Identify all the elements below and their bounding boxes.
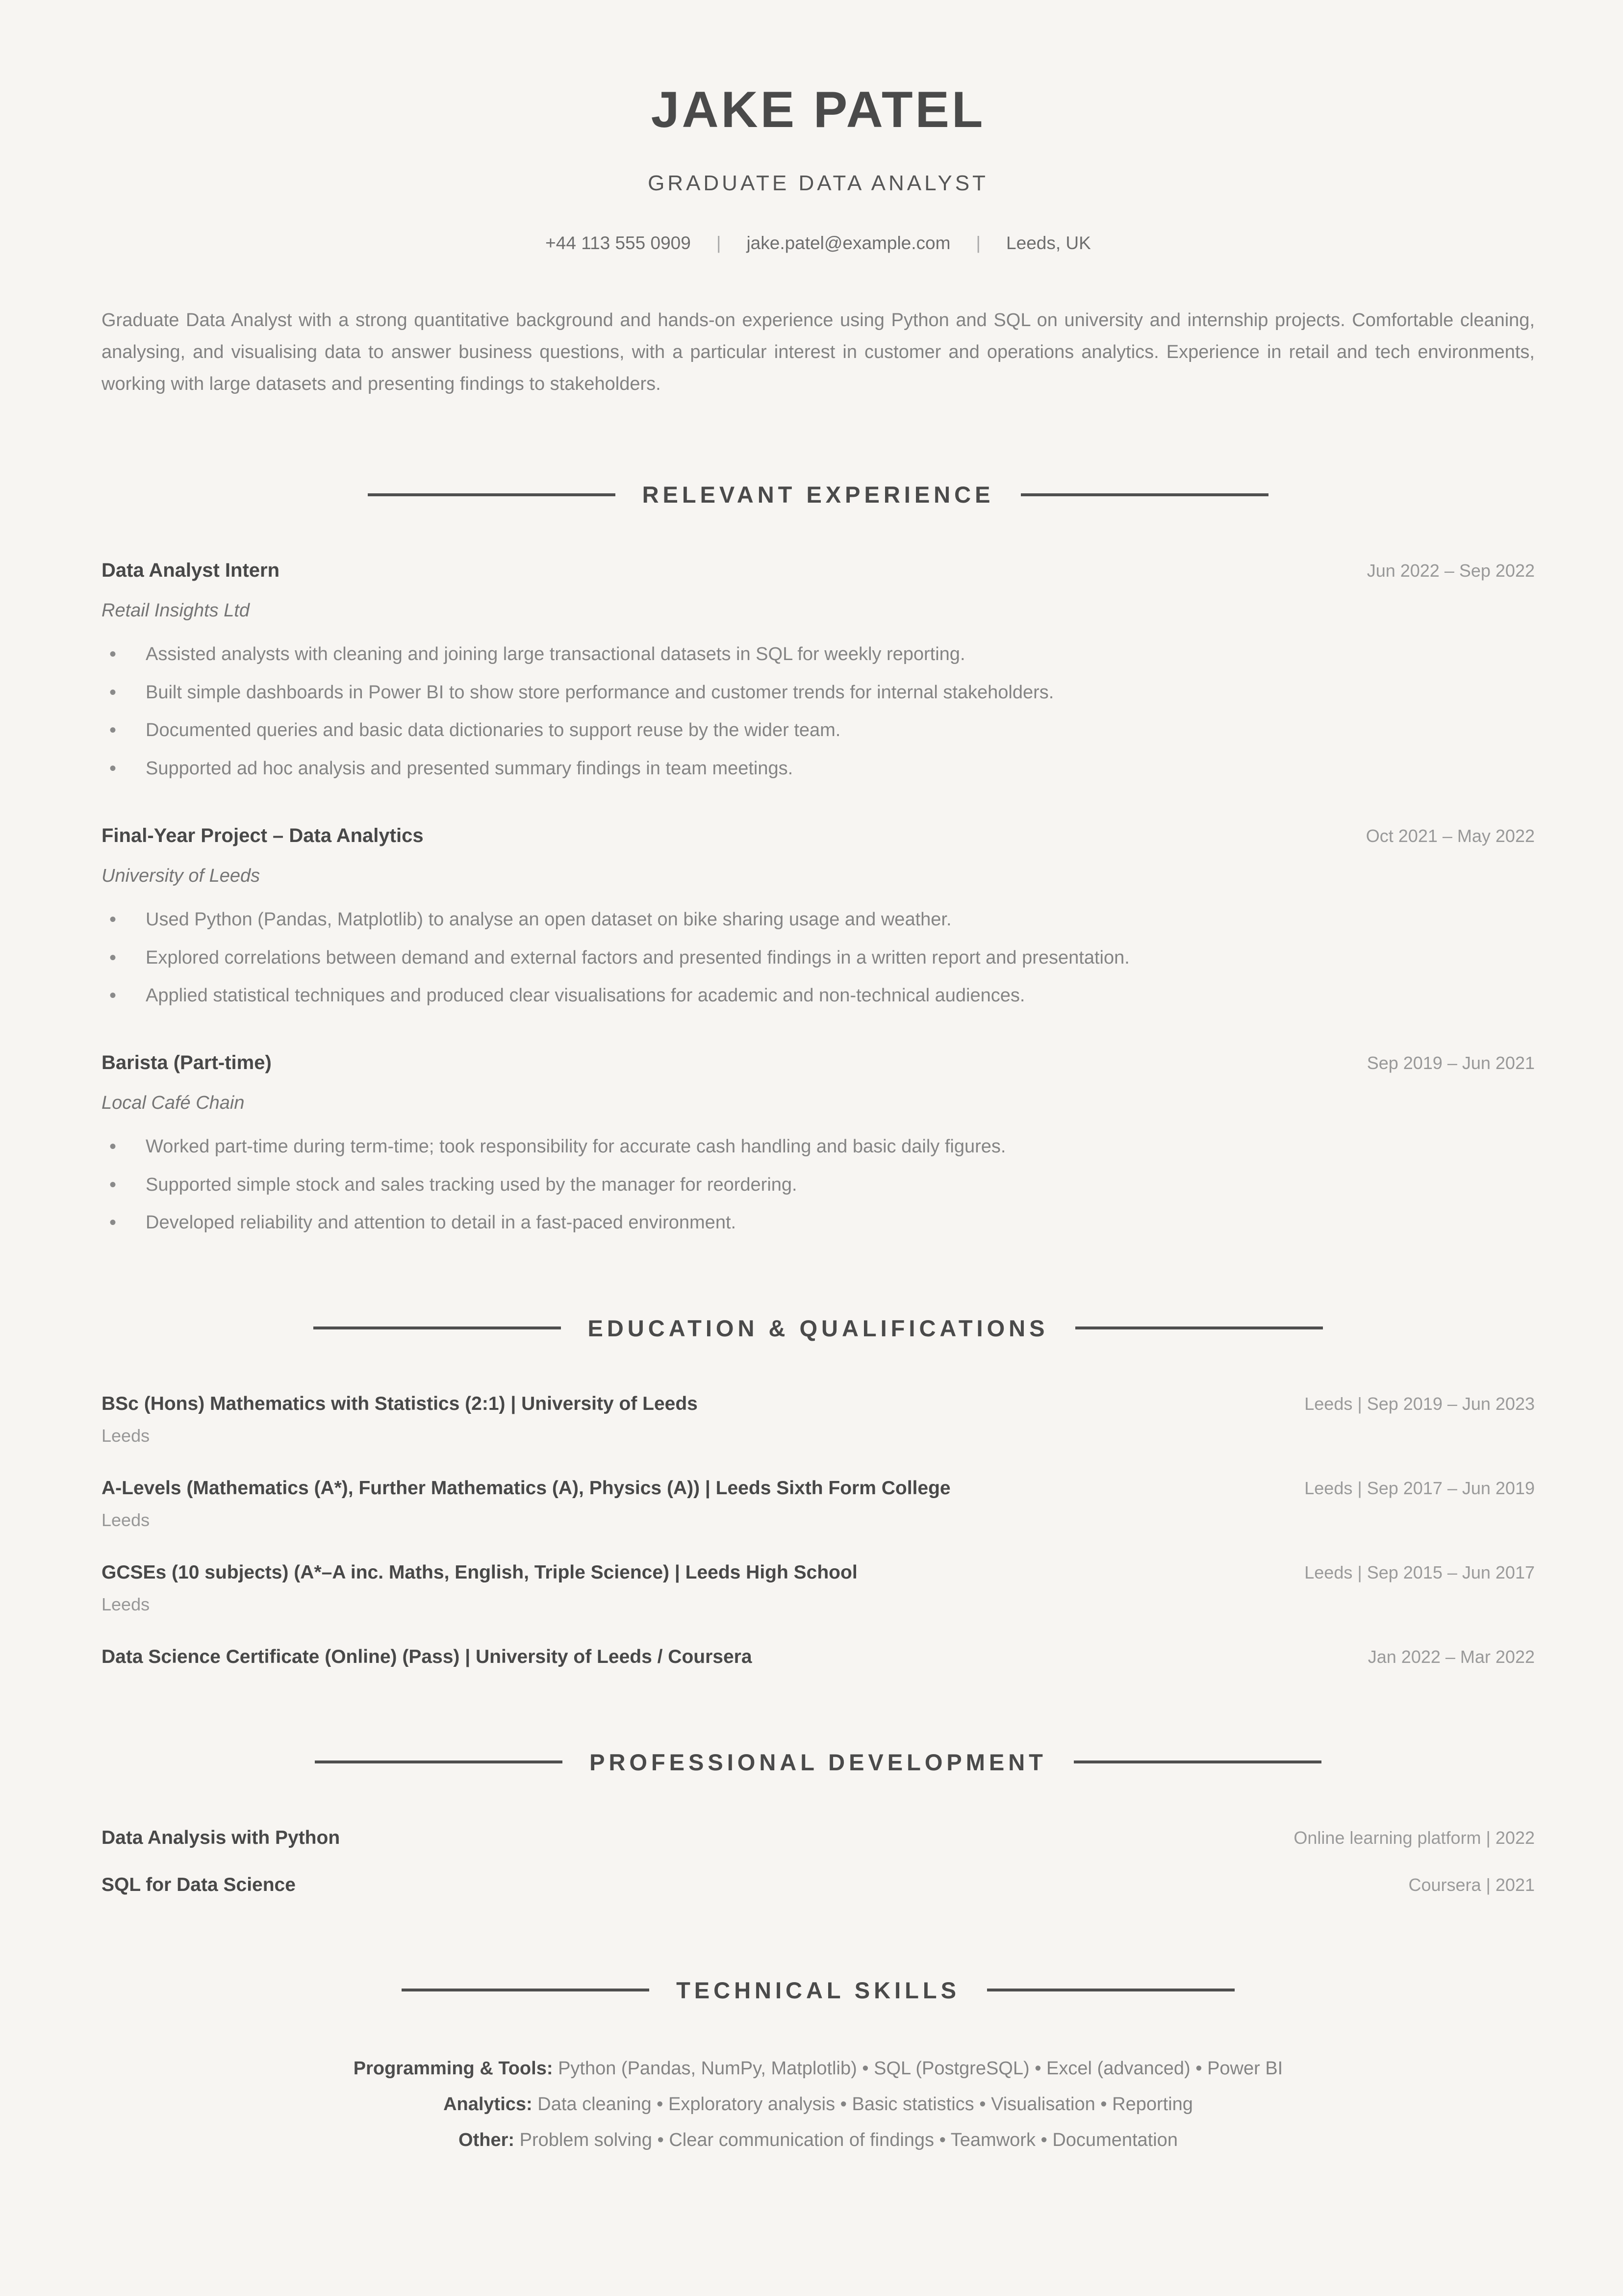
education-title: BSc (Hons) Mathematics with Statistics (2:1) | University of Leeds [101,1393,698,1414]
contact-line [101,233,1535,254]
job-entry [101,560,1535,780]
candidate-title: GRADUATE DATA ANALYST [648,171,989,196]
job-company: Retail Insights Ltd [101,600,250,621]
education-title: A-Levels (Mathematics (A*), Further Mathematics (A), Physics (A)) | Leeds Sixth Form College [101,1477,951,1499]
skills-values: Data cleaning • Exploratory analysis • Basic statistics • Visualisation • Reporting [537,2094,1193,2115]
education-entry-header [101,1478,1535,1499]
job-entry [101,1052,1535,1234]
job-title: Data Analyst Intern [101,560,280,582]
education-entry-header [101,1393,1535,1415]
job-entry [101,825,1535,1007]
job-title: Final-Year Project – Data Analytics [101,824,424,846]
job-company: Local Café Chain [101,1092,245,1113]
development-entry [101,1827,1535,1849]
bullet-item: • Developed reliability and attention to detail in a fast-paced environment. [101,1212,1535,1234]
skills-values: Problem solving • Clear communication of findings • Teamwork • Documentation [519,2130,1178,2151]
section-title-experience: RELEVANT EXPERIENCE [642,482,994,508]
summary-paragraph: Graduate Data Analyst with a strong quantitative background and hands-on experience using Python and SQL on university and internship projects. Comfortable cleaning, analysing, and visualising data to answer business questions, with a particular interest in customer and operations analytics. Experience in retail and tech environments, working with large datasets and presenting findings to stakeholders. [101,310,1535,395]
section-heading-professional-development [101,1749,1535,1776]
education-location: Leeds [101,1594,150,1614]
contact-divider: | [716,233,721,254]
job-dates: Oct 2021 – May 2022 [1366,825,1535,846]
education-entry [101,1478,1535,1531]
skills-category-label: Analytics: [443,2094,533,2115]
skills-line [101,2055,1535,2082]
development-entry [101,1874,1535,1896]
section-divider-line [1075,1327,1323,1329]
bullet-item: • Assisted analysts with cleaning and joining large transactional datasets in SQL for weekly reporting. [101,644,1535,665]
education-location: Leeds [101,1509,150,1530]
bullet-item: • Documented queries and basic data dictionaries to support reuse by the wider team. [101,720,1535,741]
job-dates: Jun 2022 – Sep 2022 [1367,561,1535,581]
education-dates: Leeds | Sep 2017 – Jun 2019 [1304,1478,1535,1498]
skills-category-label: Programming & Tools: [353,2058,553,2079]
section-title-professional-development: PROFESSIONAL DEVELOPMENT [589,1749,1047,1775]
section-heading-education [101,1315,1535,1342]
bullet-item: • Used Python (Pandas, Matplotlib) to analyse an open dataset on bike sharing usage and weather. [101,909,1535,931]
education-dates: Leeds | Sep 2019 – Jun 2023 [1304,1393,1535,1414]
education-entry-header [101,1646,1535,1668]
bullet-item: • Explored correlations between demand and external factors and presented findings in a written report and presentation. [101,947,1535,969]
development-title: SQL for Data Science [101,1874,296,1895]
education-dates: Jan 2022 – Mar 2022 [1368,1646,1535,1667]
job-company: University of Leeds [101,865,260,886]
education-entry [101,1393,1535,1446]
skills-values: Python (Pandas, NumPy, Matplotlib) • SQL (PostgreSQL) • Excel (advanced) • Power BI [558,2058,1283,2079]
contact-divider: | [976,233,981,254]
job-header [101,560,1535,582]
bullet-list [101,909,1535,1007]
section-heading-experience [101,481,1535,508]
bullet-item: • Applied statistical techniques and produced clear visualisations for academic and non-technical audiences. [101,985,1535,1007]
section-title-education: EDUCATION & QUALIFICATIONS [587,1315,1049,1341]
section-divider-line [987,1989,1235,1991]
bullet-item: • Built simple dashboards in Power BI to show store performance and customer trends for internal stakeholders. [101,682,1535,704]
job-header [101,1052,1535,1074]
bullet-list [101,1136,1535,1234]
education-title: Data Science Certificate (Online) (Pass) | University of Leeds / Coursera [101,1646,752,1667]
education-title: GCSEs (10 subjects) (A*–A inc. Maths, English, Triple Science) | Leeds High School [101,1561,858,1583]
education-dates: Leeds | Sep 2015 – Jun 2017 [1304,1562,1535,1582]
skills-line [101,2127,1535,2154]
bullet-item: • Supported ad hoc analysis and presented summary findings in team meetings. [101,758,1535,780]
skills-line [101,2091,1535,2118]
section-divider-line [402,1989,649,1991]
education-location: Leeds [101,1425,150,1446]
development-detail: Coursera | 2021 [1408,1874,1535,1895]
section-divider-line [1021,493,1268,496]
contact-location: Leeds, UK [1006,233,1091,254]
section-divider-line [368,493,615,496]
candidate-name: JAKE PATEL [651,81,986,138]
contact-phone: +44 113 555 0909 [545,233,691,254]
section-heading-skills [101,1977,1535,2004]
job-header [101,825,1535,847]
development-detail: Online learning platform | 2022 [1293,1827,1535,1848]
bullet-item: • Supported simple stock and sales tracking used by the manager for reordering. [101,1174,1535,1196]
contact-email: jake.patel@example.com [746,233,951,254]
bullet-item: • Worked part-time during term-time; took responsibility for accurate cash handling and basic daily figures. [101,1136,1535,1158]
section-title-skills: TECHNICAL SKILLS [676,1977,960,2003]
education-entry [101,1646,1535,1668]
section-divider-line [1074,1760,1321,1763]
section-divider-line [313,1327,561,1329]
education-entry [101,1562,1535,1615]
skills-category-label: Other: [458,2130,515,2151]
section-divider-line [315,1760,562,1763]
bullet-list [101,644,1535,780]
job-title: Barista (Part-time) [101,1051,272,1073]
development-title: Data Analysis with Python [101,1827,340,1848]
education-entry-header [101,1562,1535,1583]
job-dates: Sep 2019 – Jun 2021 [1367,1052,1535,1073]
